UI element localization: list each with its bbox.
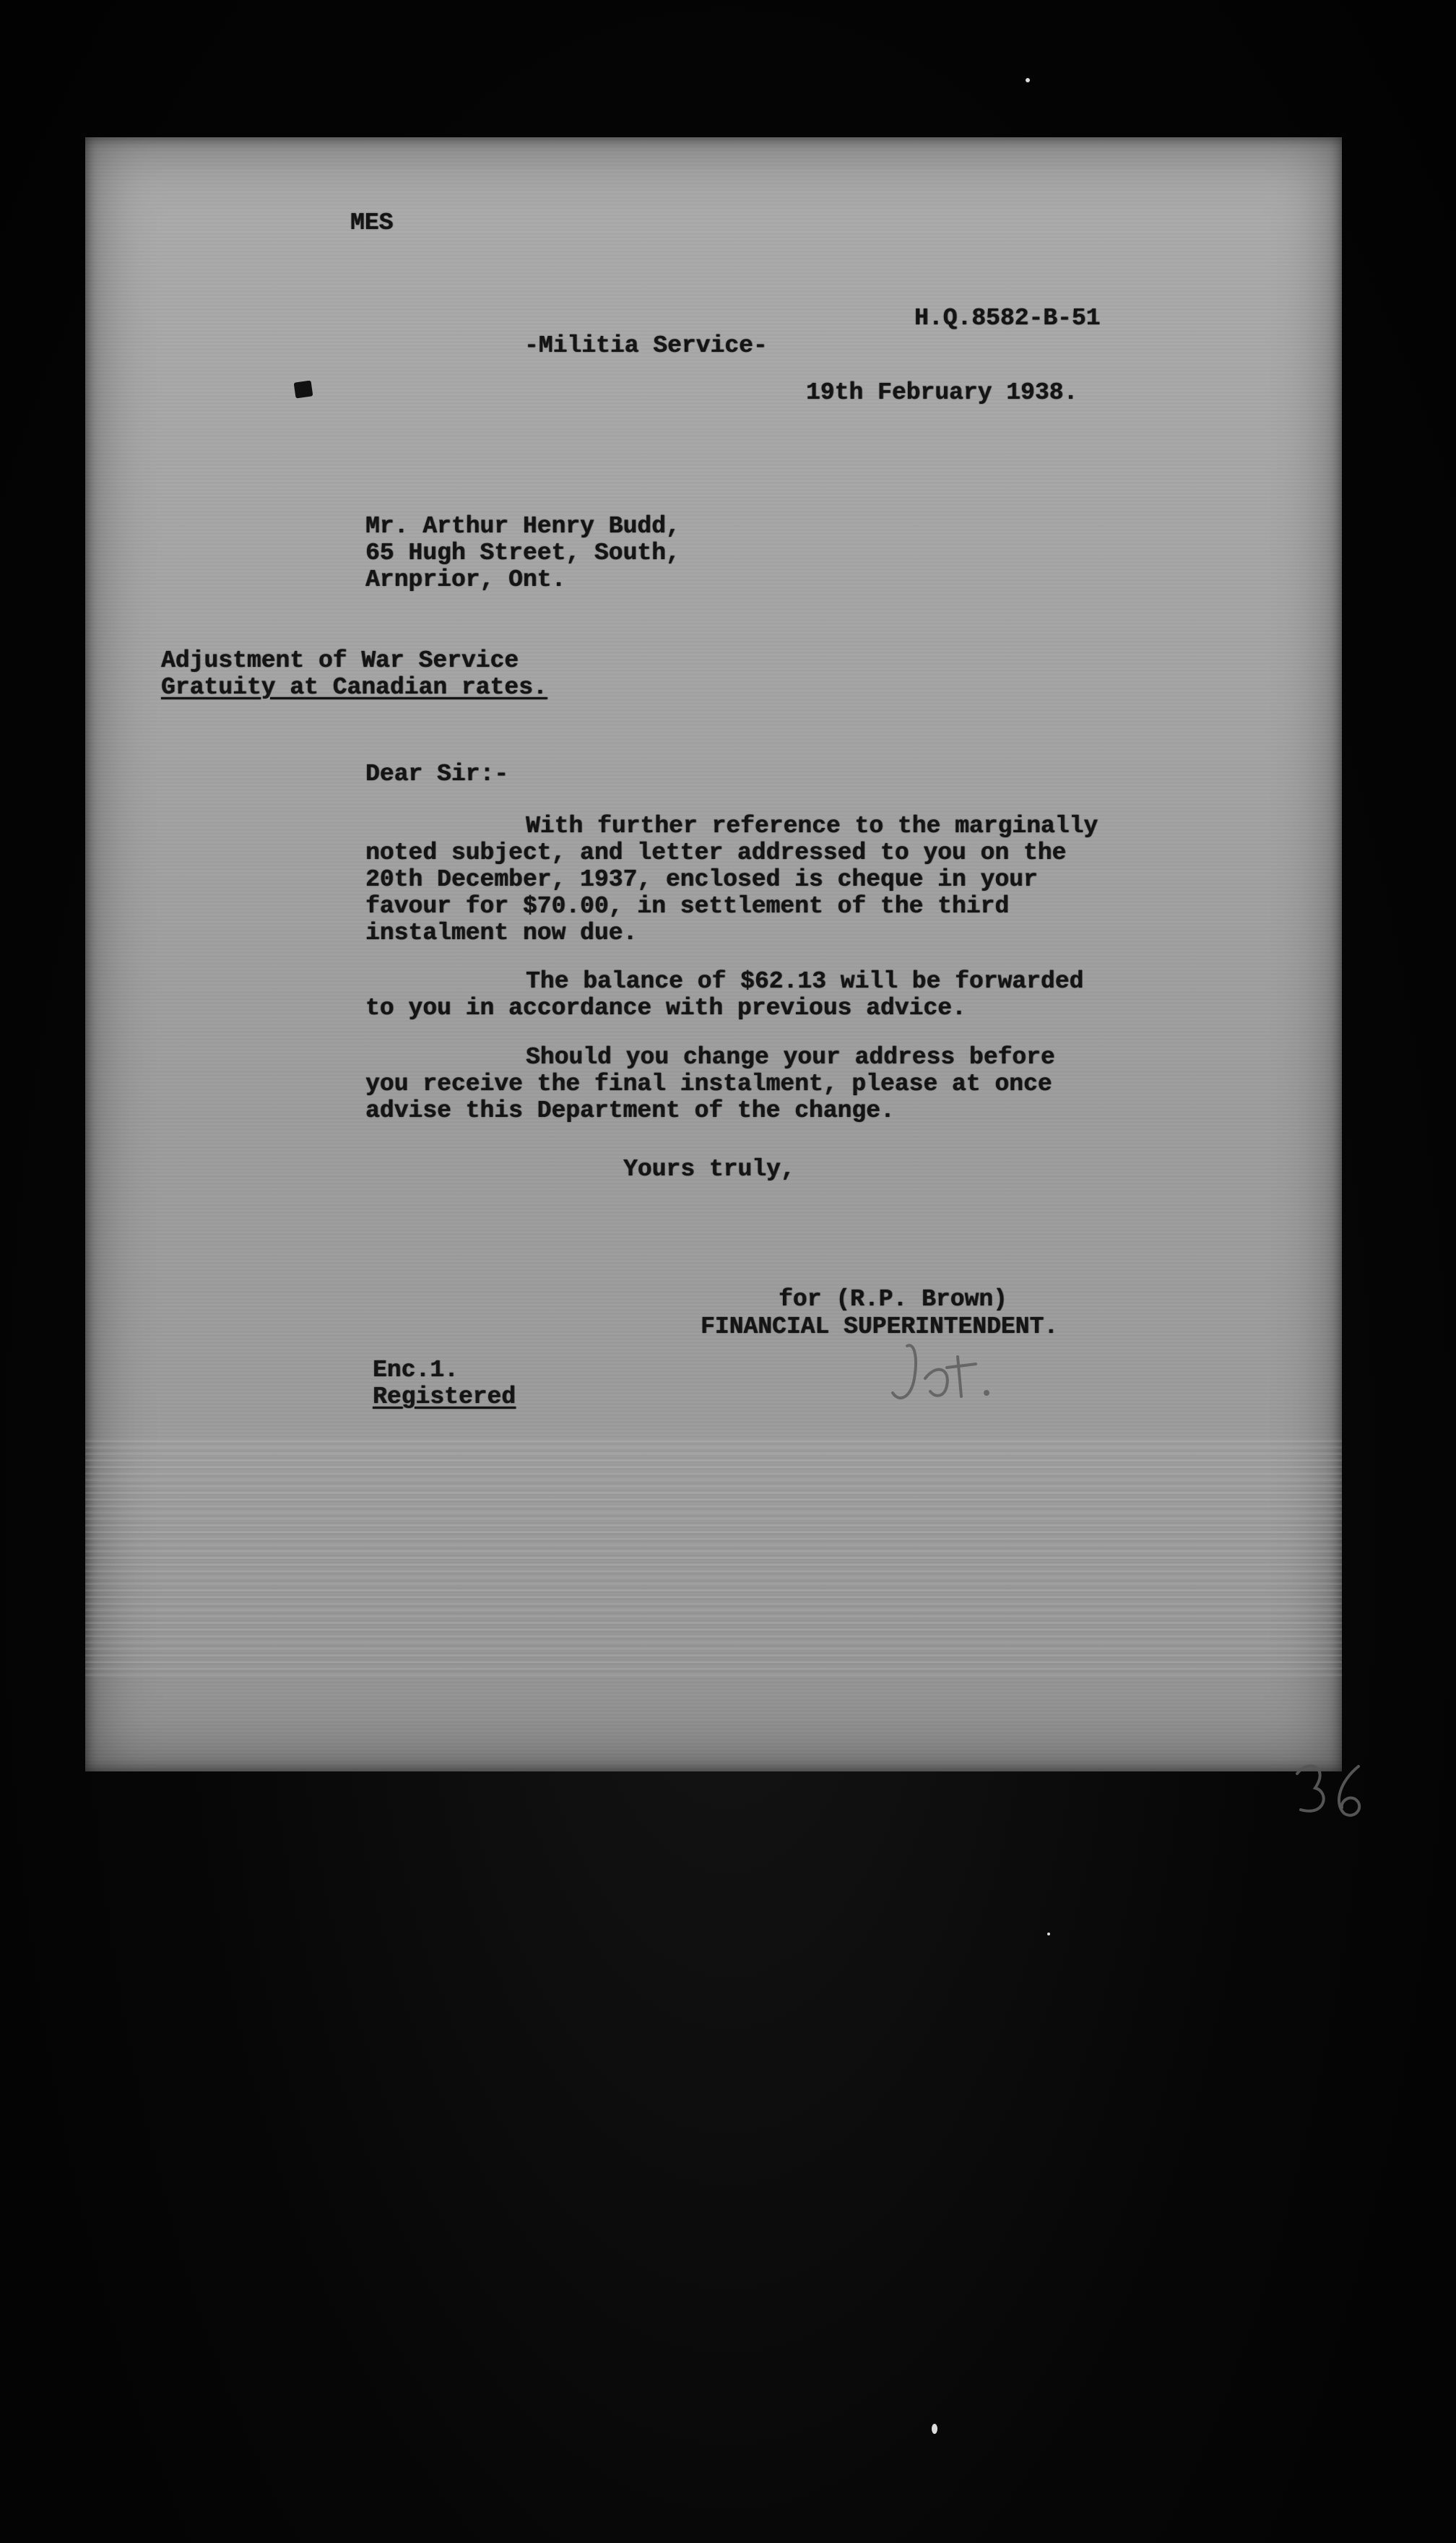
paragraph-line: noted subject, and letter addressed to you on the <box>365 839 1067 866</box>
scan-streaks <box>85 1438 1342 1676</box>
paragraph-line: advise this Department of the change. <box>365 1097 895 1124</box>
dust-speck <box>932 2424 937 2434</box>
paragraph-line: instalment now due. <box>365 920 638 946</box>
enclosure-note: Enc.1. <box>373 1357 459 1383</box>
salutation: Dear Sir:- <box>365 761 509 787</box>
typist-initials: MES <box>350 210 394 236</box>
file-reference: H.Q.8582-B-51 <box>914 305 1101 332</box>
ink-blot <box>294 380 313 398</box>
signatory-for-line: for (R.P. Brown) <box>779 1286 1008 1313</box>
dust-speck <box>1047 1933 1050 1935</box>
letter-page <box>85 137 1342 1771</box>
paragraph-line: to you in accordance with previous advice. <box>365 995 966 1022</box>
letter-date: 19th February 1938. <box>806 379 1078 406</box>
dust-speck <box>1026 78 1030 82</box>
paragraph-line: 20th December, 1937, enclosed is cheque in your <box>365 866 1038 893</box>
paragraph-line: you receive the final instalment, please at once <box>365 1071 1052 1097</box>
registered-note: Registered <box>373 1383 516 1410</box>
subject-line-1: Adjustment of War Service <box>161 647 519 674</box>
paragraph-line: favour for $70.00, in settlement of the third <box>365 893 1010 920</box>
paragraph-line: With further reference to the marginally <box>526 813 1098 839</box>
paragraph-line: The balance of $62.13 will be forwarded <box>526 968 1084 995</box>
recipient-name: Mr. Arthur Henry Budd, <box>365 513 680 540</box>
service-heading: -Militia Service- <box>524 332 768 359</box>
paragraph-line: Should you change your address before <box>526 1044 1055 1071</box>
subject-line-2: Gratuity at Canadian rates. <box>161 674 547 701</box>
recipient-street: 65 Hugh Street, South, <box>365 540 680 566</box>
signatory-title: FINANCIAL SUPERINTENDENT. <box>701 1313 1059 1340</box>
recipient-city: Arnprior, Ont. <box>365 566 566 593</box>
closing: Yours truly, <box>623 1156 795 1183</box>
